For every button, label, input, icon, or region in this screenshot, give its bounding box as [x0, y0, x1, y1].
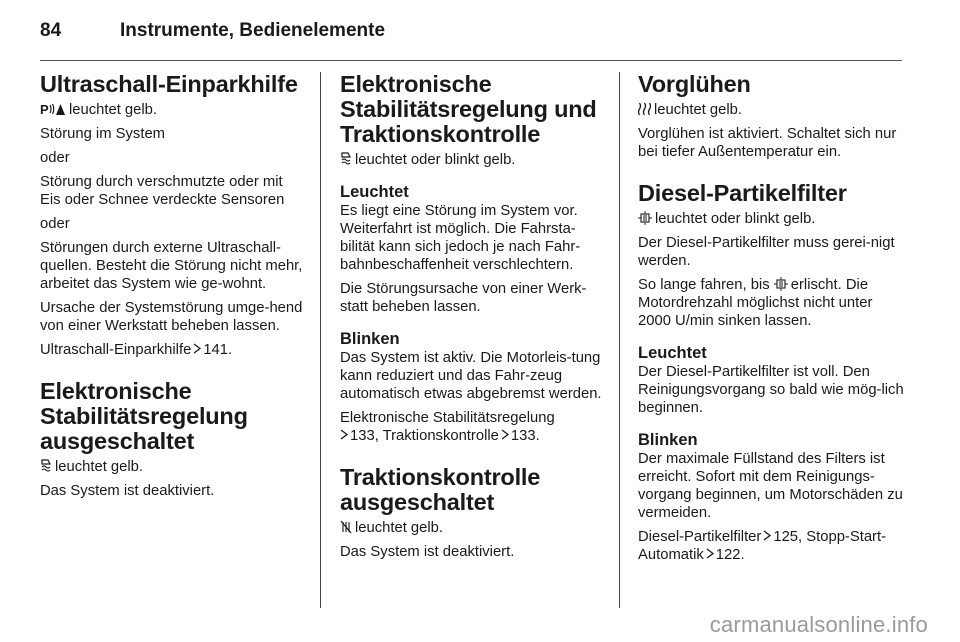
- column-divider: [619, 72, 620, 608]
- status-line: leuchtet gelb.: [340, 519, 606, 537]
- paragraph: Störung im System: [40, 126, 165, 142]
- page-header: [40, 18, 920, 48]
- page-reference-arrow-icon: [340, 427, 348, 445]
- column-1: [40, 72, 306, 506]
- svg-text:P: P: [40, 102, 49, 116]
- paragraph: Das System ist deaktiviert.: [40, 483, 215, 499]
- subheading: Blinken: [638, 431, 698, 449]
- page-reference-arrow-icon: [193, 341, 201, 359]
- page-number: 84: [40, 20, 62, 41]
- esc-traction-icon: [340, 152, 352, 166]
- header-rule: [40, 60, 902, 61]
- diesel-particulate-filter-icon: [774, 277, 788, 291]
- section-title: Elektronische Stabilitätsregelung und Traktionskontrolle: [340, 71, 597, 147]
- glow-plug-icon: [638, 102, 651, 116]
- cross-reference[interactable]: Diesel-Partikelfilter 125, Stopp-Start-Automatik 122.: [638, 529, 887, 563]
- paragraph: oder: [40, 216, 70, 232]
- paragraph: Es liegt eine Störung im System vor. Weiterfahrt ist möglich. Die Fahrsta-bilität kann sich jedoch je nach Fahr-bahnbeschaffenheit verschlechtern.: [340, 203, 581, 273]
- paragraph: Die Störungsursache von einer Werk-statt beheben lassen.: [340, 281, 587, 315]
- paragraph: Der Diesel-Partikelfilter muss gerei-nigt werden.: [638, 235, 895, 269]
- traction-off-icon: [340, 520, 352, 534]
- parking-assist-warning-icon: [40, 102, 66, 116]
- watermark: carmanualsonline.info: [709, 612, 928, 637]
- section-title: Diesel-Partikelfilter: [638, 180, 847, 206]
- status-line: leuchtet oder blinkt gelb.: [638, 210, 908, 228]
- chapter-title: Instrumente, Bedienelemente: [120, 20, 386, 41]
- esc-off-icon: [40, 459, 52, 473]
- section-title: Ultraschall-Einparkhilfe: [40, 71, 298, 97]
- column-3: [638, 72, 908, 570]
- paragraph: Störungen durch externe Ultraschall-quellen. Besteht die Störung nicht mehr, arbeitet das System wie ge-wohnt.: [40, 240, 303, 292]
- column-divider: [320, 72, 321, 608]
- paragraph: Vorglühen ist aktiviert. Schaltet sich nur bei tiefer Außentemperatur ein.: [638, 126, 897, 160]
- cross-reference[interactable]: Ultraschall-Einparkhilfe 141.: [40, 342, 233, 358]
- diesel-particulate-filter-icon: [638, 211, 652, 225]
- page-reference-arrow-icon: [763, 528, 771, 546]
- page-reference-arrow-icon: [706, 546, 714, 564]
- paragraph: Der Diesel-Partikelfilter ist voll. Den Reinigungsvorgang so bald wie mög-lich beginnen.: [638, 364, 904, 416]
- page-reference-arrow-icon: [501, 427, 509, 445]
- column-2: [340, 72, 606, 567]
- subheading: Leuchtet: [340, 183, 409, 201]
- status-line: leuchtet gelb.: [40, 458, 306, 476]
- section-title: Elektronische Stabilitätsregelung ausgeschaltet: [40, 378, 248, 454]
- status-line: leuchtet oder blinkt gelb.: [340, 151, 606, 169]
- paragraph: Das System ist deaktiviert.: [340, 544, 515, 560]
- paragraph: Das System ist aktiv. Die Motorleis-tung kann reduziert und das Fahr-zeug automatisch etwas abgebremst werden.: [340, 350, 602, 402]
- status-line: leuchtet gelb.: [638, 101, 908, 119]
- paragraph: Der maximale Füllstand des Filters ist erreicht. Sofort mit dem Reinigungs-vorgang beginnen, um Motorschäden zu vermeiden.: [638, 451, 903, 521]
- paragraph: oder: [40, 150, 70, 166]
- subheading: Blinken: [340, 330, 400, 348]
- paragraph: So lange fahren, bis erlischt. Die Motordrehzahl möglichst nicht unter 2000 U/min sinken lassen.: [638, 277, 873, 329]
- subheading: Leuchtet: [638, 344, 707, 362]
- cross-reference[interactable]: Elektronische Stabilitätsregelung 133, Traktionskontrolle 133.: [340, 410, 555, 444]
- section-title: Traktionskontrolle ausgeschaltet: [340, 464, 541, 515]
- paragraph: Störung durch verschmutzte oder mit Eis oder Schnee verdeckte Sensoren: [40, 174, 285, 208]
- paragraph: Ursache der Systemstörung umge-hend von einer Werkstatt beheben lassen.: [40, 300, 303, 334]
- section-title: Vorglühen: [638, 71, 751, 97]
- status-line: P leuchtet gelb.: [40, 102, 158, 118]
